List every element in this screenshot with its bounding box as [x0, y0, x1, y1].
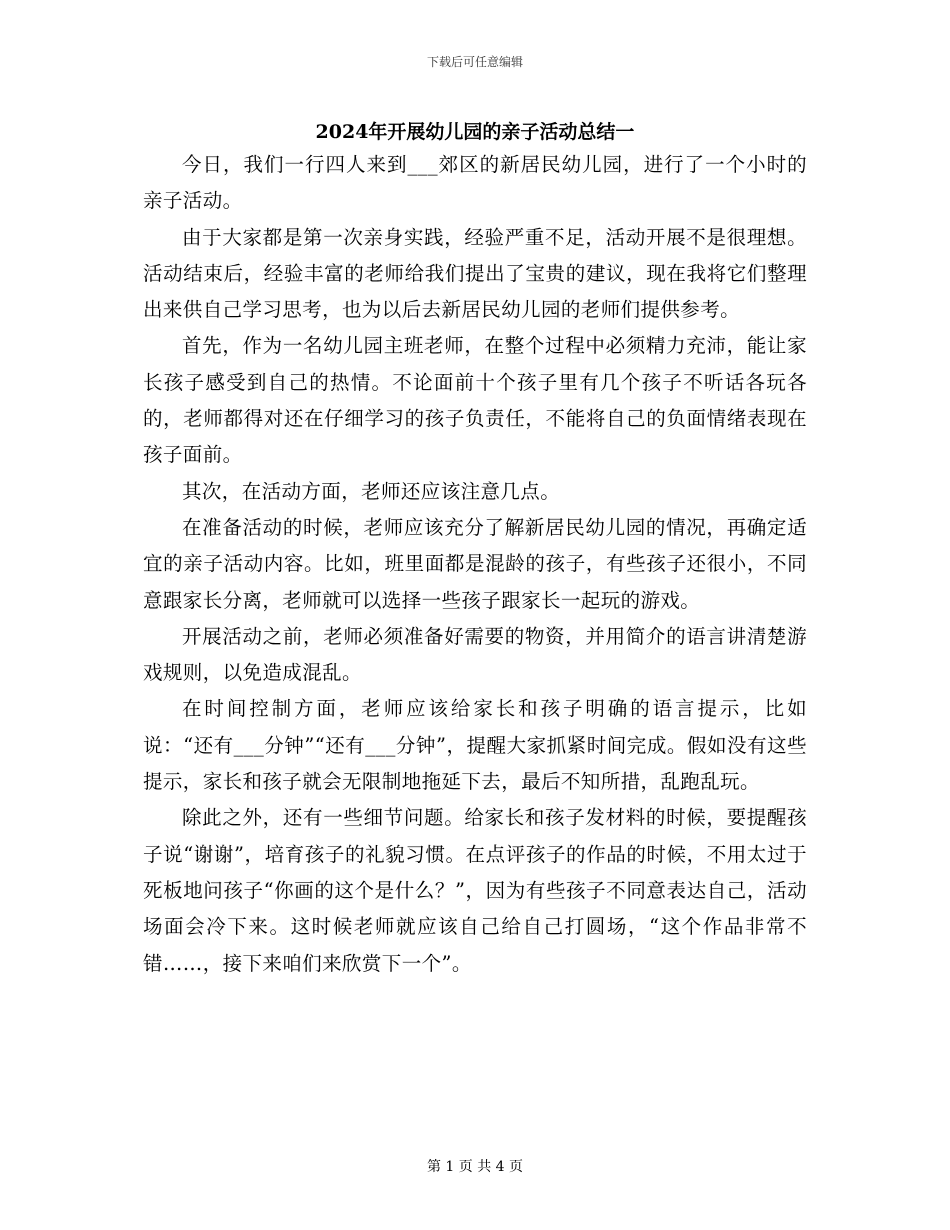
paragraph: 今日，我们一行四人来到___郊区的新居民幼儿园，进行了一个小时的亲子活动。 — [143, 153, 807, 213]
page-number: 第 1 页 共 4 页 — [426, 1159, 524, 1175]
paragraph: 除此之外，还有一些细节问题。给家长和孩子发材料的时候，要提醒孩子说“谢谢”，培育孩子的礼貌习惯。在点评孩子的作品的时候，不用太过于死板地问孩子“你画的这个是什么？”，因为有些孩子不同意表达自己，活动场面会冷下来。这时候老师就应该自己给自己打圆场，“这个作品非常不错……，接下来咱们来欣赏下一个”。 — [143, 806, 807, 975]
paragraph: 由于大家都是第一次亲身实践，经验严重不足，活动开展不是很理想。活动结束后，经验丰富的老师给我们提出了宝贵的建议，现在我将它们整理出来供自己学习思考，也为以后去新居民幼儿园的老师们提供参考。 — [143, 225, 807, 322]
header-note: 下载后可任意编辑 — [426, 55, 523, 69]
paragraph: 其次，在活动方面，老师还应该注意几点。 — [182, 479, 561, 503]
document-title: 2024年开展幼儿园的亲子活动总结一 — [315, 121, 635, 143]
paragraph: 在准备活动的时候，老师应该充分了解新居民幼儿园的情况，再确定适宜的亲子活动内容。比如，班里面都是混龄的孩子，有些孩子还很小，不同意跟家长分离，老师就可以选择一些孩子跟家长一起玩的游戏。 — [143, 515, 807, 612]
paragraph: 在时间控制方面，老师应该给家长和孩子明确的语言提示，比如说：“还有___分钟”“还有___分钟”，提醒大家抓紧时间完成。假如没有这些提示，家长和孩子就会无限制地拖延下去，最后不知所措，乱跑乱玩。 — [143, 697, 807, 794]
paragraph: 首先，作为一名幼儿园主班老师，在整个过程中必须精力充沛，能让家长孩子感受到自己的热情。不论面前十个孩子里有几个孩子不听话各玩各的，老师都得对还在仔细学习的孩子负责任，不能将自己的负面情绪表现在孩子面前。 — [143, 334, 807, 467]
paragraph: 开展活动之前，老师必须准备好需要的物资，并用简介的语言讲清楚游戏规则，以免造成混乱。 — [143, 624, 807, 685]
document-body — [143, 147, 807, 982]
